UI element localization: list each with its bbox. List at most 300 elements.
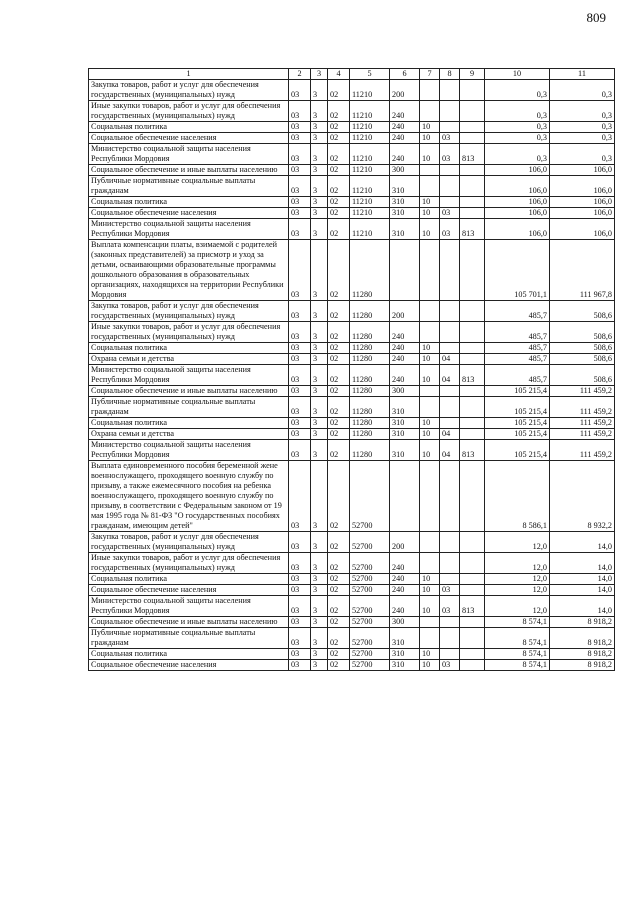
- cell-c10: 0,3: [485, 144, 550, 165]
- cell-c10: 485,7: [485, 354, 550, 365]
- row-name: Закупка товаров, работ и услуг для обеспечения государственных (муниципальных) нужд: [91, 532, 259, 551]
- cell-c4: 02: [328, 133, 350, 144]
- table-row: [89, 133, 615, 144]
- cell-c11: 106,0: [550, 208, 615, 219]
- cell-c8: 03: [440, 596, 460, 617]
- cell-c2: 03: [289, 418, 311, 429]
- row-name: Социальная политика: [91, 649, 167, 658]
- cell-c4: 02: [328, 197, 350, 208]
- cell-c10: 485,7: [485, 322, 550, 343]
- header-cell: 4: [328, 69, 350, 80]
- cell-c4: 02: [328, 649, 350, 660]
- header-cell: 5: [350, 69, 390, 80]
- cell-c3: 3: [311, 101, 328, 122]
- cell-c2: 03: [289, 176, 311, 197]
- cell-c10: 12,0: [485, 553, 550, 574]
- cell-c9: [460, 617, 485, 628]
- cell-c11: 0,3: [550, 101, 615, 122]
- cell-c8: 03: [440, 660, 460, 671]
- cell-c5: 52700: [350, 553, 390, 574]
- cell-c5: 11210: [350, 80, 390, 101]
- table-row: [89, 660, 615, 671]
- cell-c10: 106,0: [485, 219, 550, 240]
- cell-c7: [420, 461, 440, 532]
- cell-c11: 14,0: [550, 532, 615, 553]
- cell-c4: 02: [328, 397, 350, 418]
- cell-c2: 03: [289, 133, 311, 144]
- header-cell: 11: [550, 69, 615, 80]
- cell-c7: [420, 240, 440, 301]
- cell-c11: 111 459,2: [550, 429, 615, 440]
- table-row: [89, 617, 615, 628]
- cell-c10: 485,7: [485, 343, 550, 354]
- table-row: [89, 208, 615, 219]
- header-cell: 2: [289, 69, 311, 80]
- cell-c10: 12,0: [485, 532, 550, 553]
- cell-c2: 03: [289, 343, 311, 354]
- row-name: Социальная политика: [91, 574, 167, 583]
- cell-c6: 310: [390, 628, 420, 649]
- cell-c4: 02: [328, 429, 350, 440]
- table-row: [89, 596, 615, 617]
- cell-c4: 02: [328, 219, 350, 240]
- cell-c4: 02: [328, 354, 350, 365]
- row-name: Выплата единовременного пособия беременной жене военнослужащего, проходящего военную службу по призыву, а также ежемесячного пособия на ребенка военнослужащего, проходящего военную службу по призыву, в соответствии с Федеральным законом от 19 мая 1995 года № 81-ФЗ "О государственных пособиях гражданам, имеющим детей": [91, 461, 282, 530]
- table-row: [89, 574, 615, 585]
- cell-c4: 02: [328, 365, 350, 386]
- cell-c5: 11280: [350, 440, 390, 461]
- cell-c8: [440, 240, 460, 301]
- table-row: [89, 365, 615, 386]
- cell-c2: 03: [289, 122, 311, 133]
- cell-c5: 11210: [350, 219, 390, 240]
- cell-c6: 240: [390, 122, 420, 133]
- cell-c2: 03: [289, 397, 311, 418]
- table-row: [89, 322, 615, 343]
- cell-c3: 3: [311, 301, 328, 322]
- row-name: Социальное обеспечение населения: [91, 133, 217, 142]
- cell-c2: 03: [289, 596, 311, 617]
- cell-c7: 10: [420, 197, 440, 208]
- cell-c6: 240: [390, 133, 420, 144]
- cell-c10: 105 215,4: [485, 397, 550, 418]
- cell-c8: 04: [440, 354, 460, 365]
- cell-c7: 10: [420, 343, 440, 354]
- table-row: [89, 80, 615, 101]
- cell-c8: [440, 628, 460, 649]
- cell-c3: 3: [311, 532, 328, 553]
- cell-c11: 508,6: [550, 365, 615, 386]
- table-row: [89, 440, 615, 461]
- cell-c8: [440, 301, 460, 322]
- row-name-cell: [89, 133, 289, 144]
- cell-c9: [460, 532, 485, 553]
- row-name: Социальное обеспечение населения: [91, 208, 217, 217]
- cell-c3: 3: [311, 386, 328, 397]
- cell-c6: 240: [390, 585, 420, 596]
- cell-c11: 111 459,2: [550, 440, 615, 461]
- cell-c2: 03: [289, 354, 311, 365]
- cell-c6: 240: [390, 101, 420, 122]
- cell-c11: 8 918,2: [550, 617, 615, 628]
- row-name: Социальная политика: [91, 418, 167, 427]
- row-name: Социальная политика: [91, 122, 167, 131]
- row-name-cell: [89, 122, 289, 133]
- row-name-cell: [89, 649, 289, 660]
- cell-c5: 52700: [350, 461, 390, 532]
- cell-c8: 03: [440, 144, 460, 165]
- row-name: Охрана семьи и детства: [91, 429, 175, 438]
- cell-c2: 03: [289, 165, 311, 176]
- row-name: Министерство социальной защиты населения Республики Мордовия: [91, 219, 251, 238]
- cell-c10: 8 586,1: [485, 461, 550, 532]
- cell-c3: 3: [311, 122, 328, 133]
- row-name: Публичные нормативные социальные выплаты гражданам: [91, 628, 256, 647]
- cell-c10: 8 574,1: [485, 649, 550, 660]
- cell-c9: 813: [460, 440, 485, 461]
- table-row: [89, 429, 615, 440]
- cell-c3: 3: [311, 80, 328, 101]
- cell-c11: 111 459,2: [550, 386, 615, 397]
- cell-c7: [420, 176, 440, 197]
- cell-c7: [420, 165, 440, 176]
- cell-c10: 485,7: [485, 301, 550, 322]
- row-name: Иные закупки товаров, работ и услуг для обеспечения государственных (муниципальных) нужд: [91, 553, 281, 572]
- cell-c8: [440, 176, 460, 197]
- cell-c10: 0,3: [485, 133, 550, 144]
- row-name-cell: [89, 596, 289, 617]
- cell-c3: 3: [311, 133, 328, 144]
- cell-c7: [420, 322, 440, 343]
- cell-c9: [460, 165, 485, 176]
- cell-c9: [460, 80, 485, 101]
- row-name-cell: [89, 219, 289, 240]
- budget-table: [88, 68, 615, 671]
- cell-c5: 11280: [350, 322, 390, 343]
- cell-c9: [460, 343, 485, 354]
- cell-c7: [420, 628, 440, 649]
- cell-c11: 508,6: [550, 354, 615, 365]
- cell-c8: 03: [440, 208, 460, 219]
- row-name-cell: [89, 553, 289, 574]
- cell-c9: [460, 429, 485, 440]
- table-body: [89, 80, 615, 671]
- row-name: Социальное обеспечение и иные выплаты населению: [91, 386, 278, 395]
- row-name: Публичные нормативные социальные выплаты гражданам: [91, 176, 256, 195]
- cell-c3: 3: [311, 197, 328, 208]
- cell-c5: 52700: [350, 660, 390, 671]
- header-cell: 7: [420, 69, 440, 80]
- cell-c4: 02: [328, 208, 350, 219]
- cell-c10: 12,0: [485, 596, 550, 617]
- row-name: Иные закупки товаров, работ и услуг для обеспечения государственных (муниципальных) нужд: [91, 322, 281, 341]
- cell-c9: [460, 354, 485, 365]
- cell-c11: 0,3: [550, 122, 615, 133]
- cell-c5: 11280: [350, 418, 390, 429]
- cell-c8: [440, 461, 460, 532]
- cell-c3: 3: [311, 322, 328, 343]
- cell-c3: 3: [311, 660, 328, 671]
- header-cell: 10: [485, 69, 550, 80]
- row-name: Охрана семьи и детства: [91, 354, 175, 363]
- cell-c10: 105 215,4: [485, 440, 550, 461]
- cell-c8: [440, 574, 460, 585]
- row-name-cell: [89, 397, 289, 418]
- table-row: [89, 628, 615, 649]
- row-name-cell: [89, 176, 289, 197]
- cell-c7: [420, 397, 440, 418]
- cell-c6: 240: [390, 322, 420, 343]
- cell-c6: 240: [390, 144, 420, 165]
- cell-c5: 52700: [350, 596, 390, 617]
- cell-c8: [440, 617, 460, 628]
- cell-c9: [460, 322, 485, 343]
- cell-c11: 14,0: [550, 574, 615, 585]
- cell-c10: 8 574,1: [485, 660, 550, 671]
- cell-c7: 10: [420, 660, 440, 671]
- cell-c2: 03: [289, 649, 311, 660]
- cell-c3: 3: [311, 176, 328, 197]
- cell-c11: 111 459,2: [550, 418, 615, 429]
- cell-c9: [460, 240, 485, 301]
- cell-c6: 200: [390, 301, 420, 322]
- cell-c8: 04: [440, 429, 460, 440]
- cell-c9: [460, 461, 485, 532]
- row-name-cell: [89, 440, 289, 461]
- table-header-row: [89, 69, 615, 80]
- cell-c9: [460, 553, 485, 574]
- cell-c5: 11280: [350, 365, 390, 386]
- row-name-cell: [89, 354, 289, 365]
- cell-c11: 508,6: [550, 301, 615, 322]
- cell-c7: 10: [420, 354, 440, 365]
- table-row: [89, 219, 615, 240]
- row-name: Публичные нормативные социальные выплаты гражданам: [91, 397, 256, 416]
- cell-c6: 240: [390, 365, 420, 386]
- row-name: Социальная политика: [91, 343, 167, 352]
- table-row: [89, 397, 615, 418]
- cell-c7: 10: [420, 219, 440, 240]
- cell-c9: [460, 101, 485, 122]
- cell-c7: 10: [420, 574, 440, 585]
- cell-c3: 3: [311, 418, 328, 429]
- cell-c7: 10: [420, 122, 440, 133]
- cell-c2: 03: [289, 240, 311, 301]
- cell-c10: 105 215,4: [485, 429, 550, 440]
- cell-c9: [460, 176, 485, 197]
- cell-c7: 10: [420, 208, 440, 219]
- cell-c3: 3: [311, 343, 328, 354]
- cell-c3: 3: [311, 354, 328, 365]
- header-cell: 1: [89, 69, 289, 80]
- cell-c5: 11280: [350, 386, 390, 397]
- cell-c10: 106,0: [485, 165, 550, 176]
- cell-c4: 02: [328, 440, 350, 461]
- cell-c11: 8 918,2: [550, 649, 615, 660]
- cell-c3: 3: [311, 596, 328, 617]
- cell-c6: 310: [390, 418, 420, 429]
- cell-c7: [420, 80, 440, 101]
- cell-c7: [420, 101, 440, 122]
- cell-c9: [460, 208, 485, 219]
- cell-c8: [440, 397, 460, 418]
- cell-c2: 03: [289, 386, 311, 397]
- cell-c2: 03: [289, 101, 311, 122]
- table-row: [89, 176, 615, 197]
- cell-c10: 106,0: [485, 208, 550, 219]
- row-name-cell: [89, 418, 289, 429]
- cell-c9: [460, 574, 485, 585]
- cell-c8: 03: [440, 219, 460, 240]
- row-name: Министерство социальной защиты населения Республики Мордовия: [91, 440, 251, 459]
- cell-c4: 02: [328, 418, 350, 429]
- cell-c3: 3: [311, 553, 328, 574]
- cell-c2: 03: [289, 461, 311, 532]
- cell-c11: 8 932,2: [550, 461, 615, 532]
- cell-c5: 52700: [350, 585, 390, 596]
- cell-c2: 03: [289, 617, 311, 628]
- cell-c2: 03: [289, 219, 311, 240]
- cell-c2: 03: [289, 553, 311, 574]
- cell-c6: 240: [390, 354, 420, 365]
- cell-c3: 3: [311, 144, 328, 165]
- cell-c2: 03: [289, 574, 311, 585]
- table-row: [89, 354, 615, 365]
- cell-c4: 02: [328, 101, 350, 122]
- cell-c4: 02: [328, 144, 350, 165]
- cell-c7: 10: [420, 133, 440, 144]
- cell-c10: 8 574,1: [485, 617, 550, 628]
- cell-c4: 02: [328, 585, 350, 596]
- cell-c8: [440, 649, 460, 660]
- cell-c8: [440, 343, 460, 354]
- cell-c11: 0,3: [550, 144, 615, 165]
- cell-c8: [440, 322, 460, 343]
- cell-c4: 02: [328, 574, 350, 585]
- row-name-cell: [89, 429, 289, 440]
- cell-c2: 03: [289, 80, 311, 101]
- cell-c10: 106,0: [485, 176, 550, 197]
- cell-c7: 10: [420, 418, 440, 429]
- row-name-cell: [89, 628, 289, 649]
- table-row: [89, 418, 615, 429]
- cell-c3: 3: [311, 397, 328, 418]
- row-name: Выплата компенсации платы, взимаемой с родителей (законных представителей) за присмотр и уход за детьми, осваивающими образовательные программы дошкольного образования в образовательных организациях, находящихся на территории Республики Мордовия: [91, 240, 284, 299]
- cell-c7: 10: [420, 649, 440, 660]
- cell-c6: 240: [390, 574, 420, 585]
- cell-c6: 310: [390, 429, 420, 440]
- cell-c7: 10: [420, 429, 440, 440]
- cell-c5: 52700: [350, 649, 390, 660]
- row-name-cell: [89, 101, 289, 122]
- row-name: Социальная политика: [91, 197, 167, 206]
- cell-c9: 813: [460, 144, 485, 165]
- row-name-cell: [89, 301, 289, 322]
- cell-c3: 3: [311, 219, 328, 240]
- row-name: Социальное обеспечение и иные выплаты населению: [91, 165, 278, 174]
- row-name-cell: [89, 585, 289, 596]
- row-name-cell: [89, 165, 289, 176]
- row-name-cell: [89, 386, 289, 397]
- cell-c4: 02: [328, 301, 350, 322]
- cell-c4: 02: [328, 80, 350, 101]
- cell-c9: [460, 122, 485, 133]
- row-name: Министерство социальной защиты населения Республики Мордовия: [91, 596, 251, 615]
- cell-c9: [460, 197, 485, 208]
- table-row: [89, 343, 615, 354]
- cell-c3: 3: [311, 585, 328, 596]
- cell-c4: 02: [328, 660, 350, 671]
- table-row: [89, 301, 615, 322]
- cell-c2: 03: [289, 322, 311, 343]
- cell-c11: 106,0: [550, 176, 615, 197]
- cell-c4: 02: [328, 461, 350, 532]
- cell-c8: 04: [440, 365, 460, 386]
- cell-c3: 3: [311, 617, 328, 628]
- table-row: [89, 240, 615, 301]
- row-name-cell: [89, 208, 289, 219]
- row-name: Иные закупки товаров, работ и услуг для обеспечения государственных (муниципальных) нужд: [91, 101, 281, 120]
- table-row: [89, 461, 615, 532]
- cell-c8: [440, 101, 460, 122]
- cell-c10: 106,0: [485, 197, 550, 208]
- cell-c10: 105 215,4: [485, 418, 550, 429]
- cell-c8: [440, 418, 460, 429]
- cell-c8: [440, 532, 460, 553]
- cell-c6: 310: [390, 197, 420, 208]
- cell-c10: 485,7: [485, 365, 550, 386]
- row-name: Закупка товаров, работ и услуг для обеспечения государственных (муниципальных) нужд: [91, 301, 259, 320]
- cell-c3: 3: [311, 365, 328, 386]
- cell-c5: 11280: [350, 397, 390, 418]
- row-name-cell: [89, 617, 289, 628]
- cell-c4: 02: [328, 322, 350, 343]
- table-row: [89, 197, 615, 208]
- cell-c7: [420, 386, 440, 397]
- cell-c11: 14,0: [550, 585, 615, 596]
- cell-c4: 02: [328, 532, 350, 553]
- cell-c6: 310: [390, 176, 420, 197]
- cell-c8: [440, 122, 460, 133]
- cell-c2: 03: [289, 532, 311, 553]
- cell-c5: 52700: [350, 574, 390, 585]
- cell-c5: 11210: [350, 144, 390, 165]
- page-number: 809: [586, 10, 606, 25]
- cell-c6: 300: [390, 617, 420, 628]
- cell-c11: 8 918,2: [550, 628, 615, 649]
- cell-c4: 02: [328, 240, 350, 301]
- row-name-cell: [89, 365, 289, 386]
- cell-c11: 106,0: [550, 219, 615, 240]
- table-row: [89, 532, 615, 553]
- cell-c7: 10: [420, 365, 440, 386]
- cell-c5: 11210: [350, 133, 390, 144]
- cell-c2: 03: [289, 429, 311, 440]
- cell-c11: 111 967,8: [550, 240, 615, 301]
- table-row: [89, 144, 615, 165]
- table-row: [89, 122, 615, 133]
- cell-c9: [460, 585, 485, 596]
- cell-c6: 200: [390, 532, 420, 553]
- row-name: Социальное обеспечение населения: [91, 660, 217, 669]
- header-cell: 3: [311, 69, 328, 80]
- cell-c7: [420, 553, 440, 574]
- row-name-cell: [89, 80, 289, 101]
- cell-c6: 300: [390, 386, 420, 397]
- cell-c11: 14,0: [550, 553, 615, 574]
- cell-c5: 11210: [350, 208, 390, 219]
- cell-c6: 240: [390, 343, 420, 354]
